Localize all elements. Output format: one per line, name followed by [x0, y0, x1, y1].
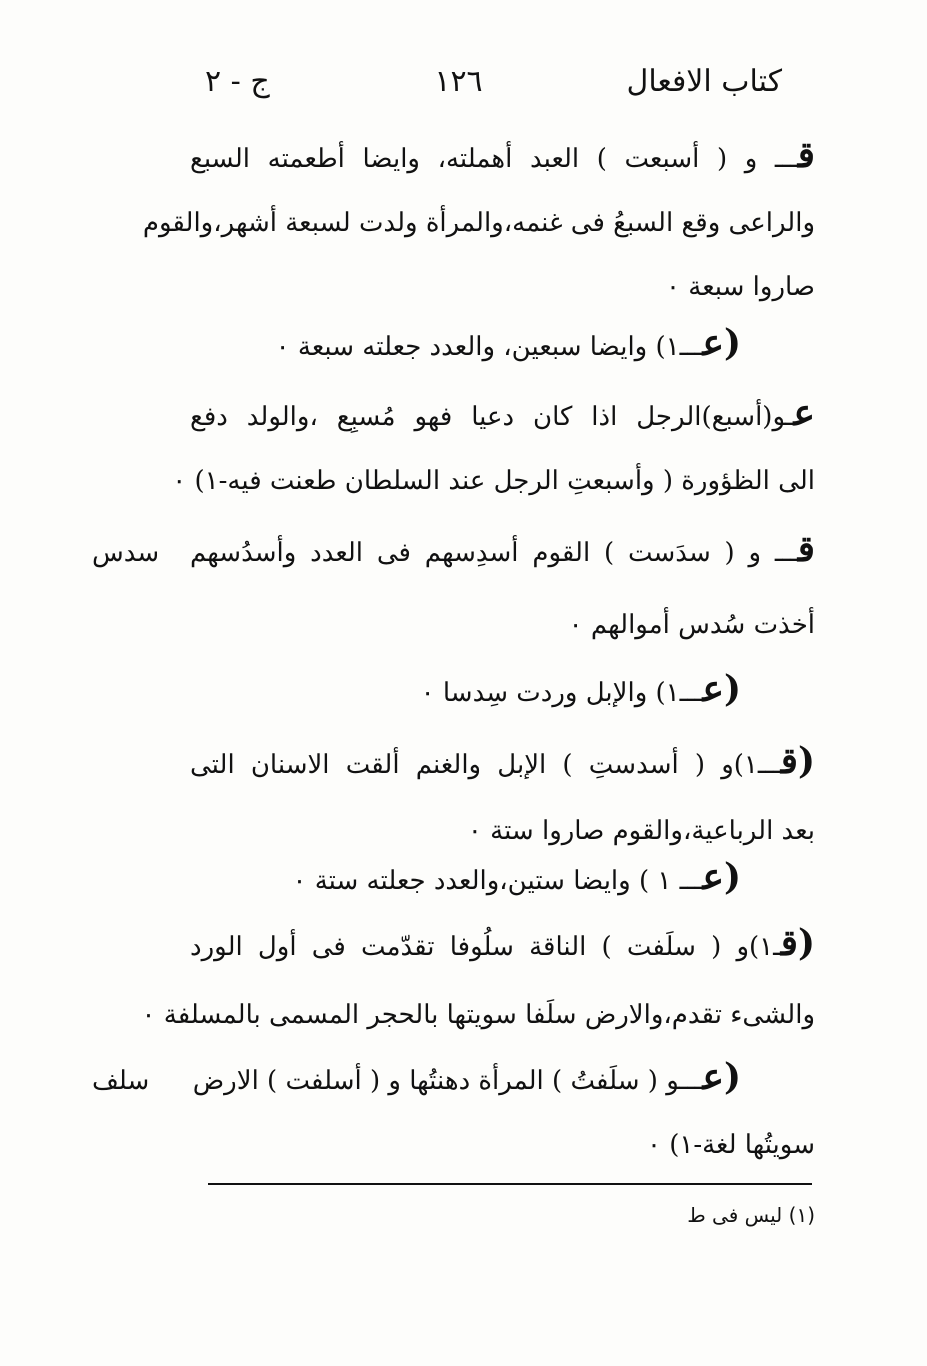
line-text: ـ١)و ( سلَفت ) الناقة سلُوفا تقدّمت فى أول الورد	[190, 932, 781, 962]
line-text: الى الظؤورة ( وأسبعتِ الرجل عند السلطان طعنت فيه-١) ٠	[172, 466, 815, 496]
footnote-divider	[208, 1183, 812, 1185]
line-text: ـو(أسبع)الرجل اذا كان دعيا فهو مُسبِع ،والولد دفع	[190, 402, 794, 432]
entry-letter: (ع	[702, 856, 741, 898]
line-text: والشىء تقدم،والارض سلَفا سويتها بالحجر المسمى بالمسلفة ٠	[141, 1000, 815, 1030]
line-text: ـــ ١ ) وايضا ستين،والعدد جعلته ستة ٠	[292, 866, 703, 896]
page-number: ١٢٦	[434, 64, 483, 99]
line-text: أخذت سُدس أموالهم ٠	[568, 610, 815, 640]
text-line	[647, 1126, 815, 1164]
text-line	[666, 268, 815, 306]
line-text: صاروا سبعة ٠	[666, 272, 815, 302]
entry-letter: ق	[797, 134, 815, 176]
entry-letter: (ع	[702, 322, 741, 364]
line-text: ـــ١) والإبل وردت سِدسا ٠	[420, 678, 703, 708]
text-line	[276, 324, 741, 366]
text-line	[292, 858, 741, 900]
entry-letter: (ق	[780, 922, 815, 964]
text-line	[421, 670, 741, 712]
line-text: ـــ١)و ( أسدستِ ) الإبل والغنم ألقت الاسنان التى	[190, 750, 781, 780]
entry-letter: (ع	[702, 1056, 741, 1098]
text-line	[190, 924, 815, 966]
margin-root-word: سلف	[92, 1066, 150, 1096]
text-line	[190, 136, 815, 178]
text-line	[468, 812, 815, 850]
line-text: ـــ و ( سدَست ) القوم أسدِسهم فى العدد وأسدُسهم	[190, 538, 798, 568]
text-line	[141, 996, 815, 1034]
text-line	[142, 204, 815, 242]
entry-letter: ق	[797, 528, 815, 570]
text-line	[190, 394, 815, 436]
line-text: بعد الرباعية،والقوم صاروا ستة ٠	[467, 816, 815, 846]
line-text: ـــ و ( أسبعت ) العبد أهملته، وايضا أطعمته السبع	[190, 144, 798, 174]
line-text: ـــ١) وايضا سبعين، والعدد جعلته سبعة ٠	[275, 332, 703, 362]
line-text: والراعى وقع السبعُ فى غنمه،والمرأة ولدت لسبعة أشهر،والقوم	[142, 208, 815, 238]
text-line	[192, 1056, 741, 1100]
entry-letter: (ق	[780, 740, 815, 782]
running-title: كتاب الافعال	[626, 64, 782, 99]
entry-letter: ع	[793, 392, 815, 434]
line-text: سويتُها لغة-١) ٠	[646, 1130, 815, 1160]
text-line	[190, 742, 815, 784]
text-line	[190, 530, 815, 572]
text-line	[172, 462, 815, 500]
footnote: (١) ليس فى ط	[687, 1203, 815, 1227]
volume-part: ج - ٢	[205, 64, 270, 99]
entry-letter: (ع	[702, 668, 741, 710]
line-text: ـــو ( سلَفتُ ) المرأة دهنتُها و ( أسلفت ) الارض	[192, 1066, 703, 1096]
text-line	[569, 606, 815, 644]
margin-root-word: سدس	[92, 538, 160, 568]
